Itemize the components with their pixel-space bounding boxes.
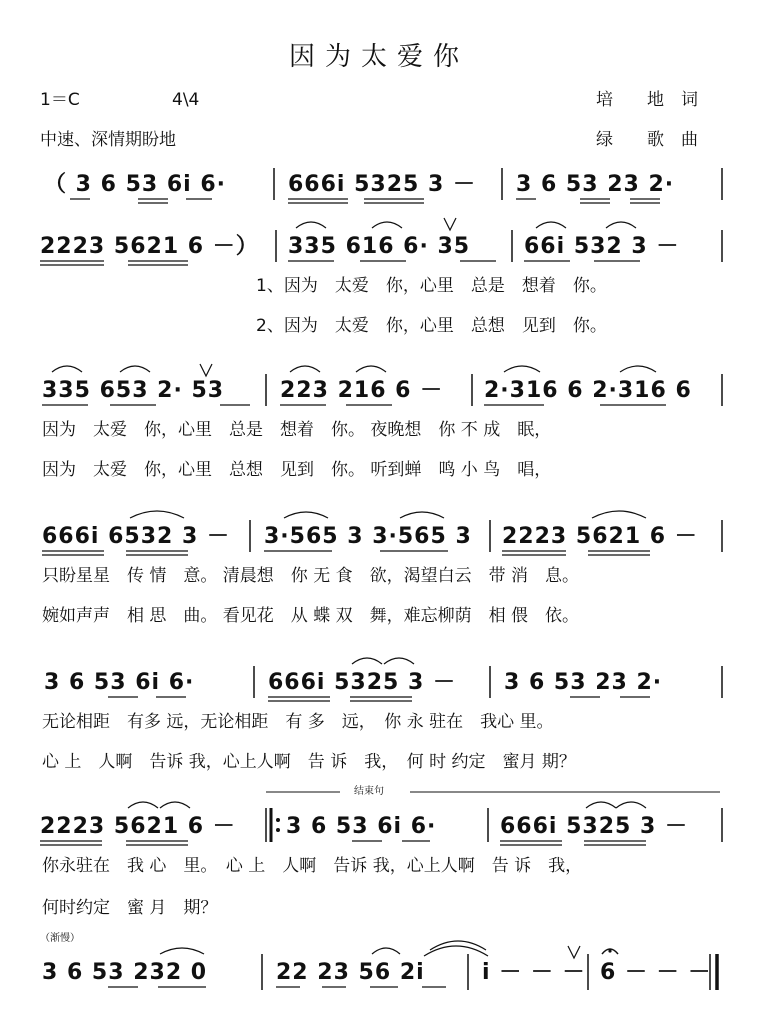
- melody-measure: 666i 5325 3 －: [268, 670, 456, 695]
- melody-measure: i － － －: [482, 960, 586, 985]
- lyric-line: 因为 太爱 你，心里 总想 见到 你。 听到蝉 鸣 小 鸟 唱，: [42, 460, 552, 480]
- slur: [504, 366, 540, 372]
- lyric-line: 1、因为 太爱 你，心里 总是 想着 你。: [256, 276, 607, 296]
- melody-measure: 22 23 56 2i: [276, 960, 425, 985]
- melody-measure: 66i 532 3 －: [524, 234, 680, 259]
- slur: [372, 948, 400, 954]
- page-title: 因为太爱你: [288, 42, 469, 72]
- melody-measure: 6 － － －: [600, 960, 712, 985]
- breath-mark: [444, 218, 456, 230]
- fermata-dot: [608, 949, 611, 952]
- melody-measure: 335 616 6· 35: [288, 234, 471, 259]
- slur: [130, 511, 184, 518]
- slur: [586, 802, 616, 808]
- slur: [400, 512, 444, 518]
- melody-measure: 3 6 53 23 2·: [516, 172, 675, 197]
- melody-measure: 3 6 53 232 0: [42, 960, 208, 985]
- melody-measure: 2223 5621 6 －: [502, 524, 698, 549]
- lyric-line: 婉如声声 相 思 曲。 看见花 从 蝶 双 舞，难忘柳荫 相 偎 依。: [42, 606, 580, 626]
- melody-measure: 335 653 2· 53: [42, 378, 225, 403]
- melody-measure: 666i 5325 3 －: [500, 814, 688, 839]
- slur: [296, 222, 326, 228]
- slur: [356, 366, 386, 372]
- composer-credit: 绿 歌 曲: [596, 130, 698, 150]
- repeat-dot: [276, 818, 280, 822]
- melody-measure: 666i 5325 3 －: [288, 172, 476, 197]
- slur: [384, 658, 414, 664]
- breath-mark: [200, 364, 212, 376]
- melody-measure: 3 6 53 6i 6·: [44, 670, 195, 695]
- breath-mark: [568, 946, 580, 958]
- melody-measure: 2223 5621 6 －）: [40, 234, 259, 259]
- melody-measure: （ 3 6 53 6i 6·: [44, 172, 227, 197]
- slur: [352, 658, 382, 664]
- slur: [372, 222, 402, 228]
- repeat-dot: [276, 828, 280, 832]
- slur: [592, 511, 646, 518]
- slur: [284, 512, 328, 518]
- slur: [620, 366, 656, 372]
- slur: [290, 366, 320, 372]
- slur: [52, 366, 82, 372]
- melody-measure: 3·565 3 3·565 3: [264, 524, 472, 549]
- lyric-line: 因为 太爱 你，心里 总是 想着 你。 夜晚想 你 不 成 眠，: [42, 420, 552, 440]
- slur: [128, 802, 158, 808]
- key-signature: 1＝C: [40, 90, 80, 110]
- lyric-line: 你永驻在 我 心 里。 心 上 人啊 告诉 我，心上人啊 告 诉 我，: [42, 856, 583, 876]
- melody-measure: 3 6 53 23 2·: [504, 670, 663, 695]
- lyricist-credit: 培 地 词: [596, 90, 698, 110]
- slur: [606, 222, 636, 228]
- slur: [120, 366, 150, 372]
- melody-measure: 3 6 53 6i 6·: [286, 814, 437, 839]
- slur: [536, 222, 566, 228]
- lyric-line: 何时约定 蜜 月 期？: [42, 898, 218, 918]
- melody-measure: 666i 6532 3 －: [42, 524, 230, 549]
- tempo-marking: 中速、深情期盼地: [40, 130, 176, 150]
- lyric-line: 心 上 人啊 告诉 我，心上人啊 告 诉 我， 何 时 约定 蜜月 期？: [42, 752, 576, 772]
- melody-measure: 2·316 6 2·316 6: [484, 378, 692, 403]
- lyric-line: 2、因为 太爱 你，心里 总想 见到 你。: [256, 316, 607, 336]
- slur: [160, 948, 204, 954]
- lyric-line: 只盼星星 传 情 意。 清晨想 你 无 食 欲，渴望白云 带 消 息。: [42, 566, 580, 586]
- tempo-mark: （渐慢）: [40, 933, 80, 944]
- melody-measure: 2223 5621 6 －: [40, 814, 236, 839]
- melody-measure: 223 216 6 －: [280, 378, 444, 403]
- slur: [616, 802, 646, 808]
- time-signature: 4\4: [172, 90, 200, 110]
- lyric-line: 无论相距 有多 远，无论相距 有 多 远， 你 永 驻在 我心 里。: [42, 712, 554, 732]
- slur: [160, 802, 190, 808]
- ending-label: 结束句: [354, 786, 384, 797]
